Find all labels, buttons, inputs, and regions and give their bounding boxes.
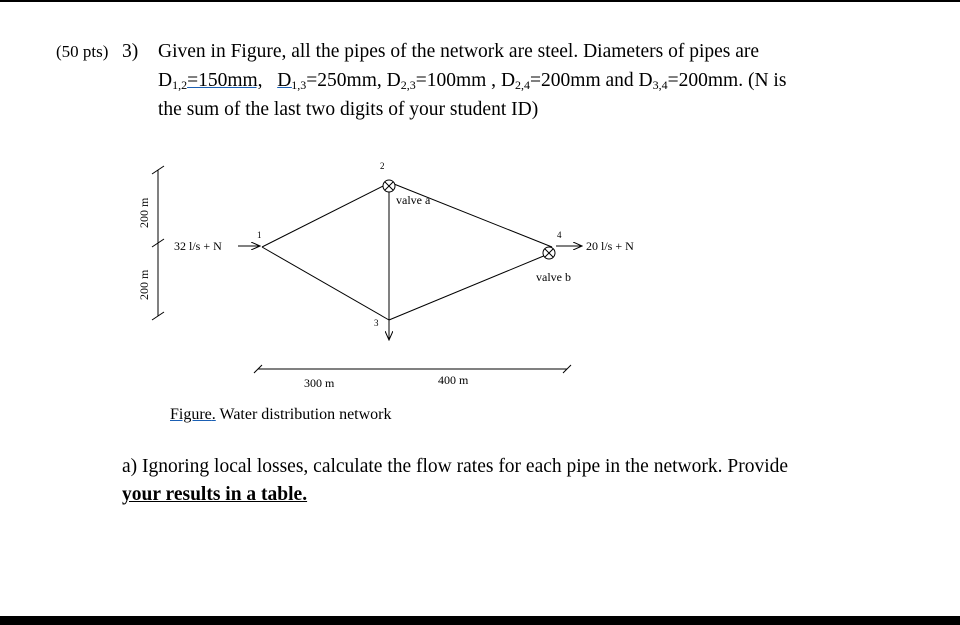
outflow-label: 20 l/s + N — [586, 239, 634, 253]
valve-a-icon — [383, 180, 395, 192]
valve-b-icon — [543, 247, 555, 259]
node-3-label: 3 — [374, 318, 379, 328]
question-number: 3) — [122, 41, 139, 62]
valve-b-label: valve b — [536, 270, 571, 284]
pipe-3-4 — [389, 255, 546, 320]
dim-upper-label: 200 m — [137, 197, 151, 228]
question-points: (50 pts) — [56, 42, 109, 61]
node-1-label: 1 — [257, 230, 262, 240]
node-2-label: 2 — [380, 161, 385, 171]
question-line-1: Given in Figure, all the pipes of the network are steel. Diameters of pipes are — [158, 41, 760, 62]
question-line-2: $D_{1,2}=150mm$, $D_{1,3}=250mm$, $D_{2,3}=100mm$ , $D_{2,4}=200mm$ and $D_{3,4}=200mm$. (N is — [158, 70, 787, 92]
node-4-label: 4 — [557, 230, 562, 240]
pipe-1-3 — [262, 247, 389, 320]
part-a-text: a) Ignoring local losses, calculate the flow rates for each pipe in the network. Provide — [122, 456, 789, 477]
document-page — [0, 2, 960, 616]
part-a — [122, 453, 922, 509]
pipe-1-2 — [262, 183, 389, 247]
question-line-3: the sum of the last two digits of your student ID) — [158, 99, 539, 120]
dim-left-label: 300 m — [304, 376, 335, 390]
network-figure — [0, 2, 960, 422]
figure-caption: Figure. Water distribution network — [170, 406, 392, 423]
dim-right-label: 400 m — [438, 373, 469, 387]
part-a-bold: your results in a table. — [122, 484, 308, 505]
valve-a-label: valve a — [396, 193, 431, 207]
inflow-label: 32 l/s + N — [174, 239, 222, 253]
dim-lower-label: 200 m — [137, 269, 151, 300]
